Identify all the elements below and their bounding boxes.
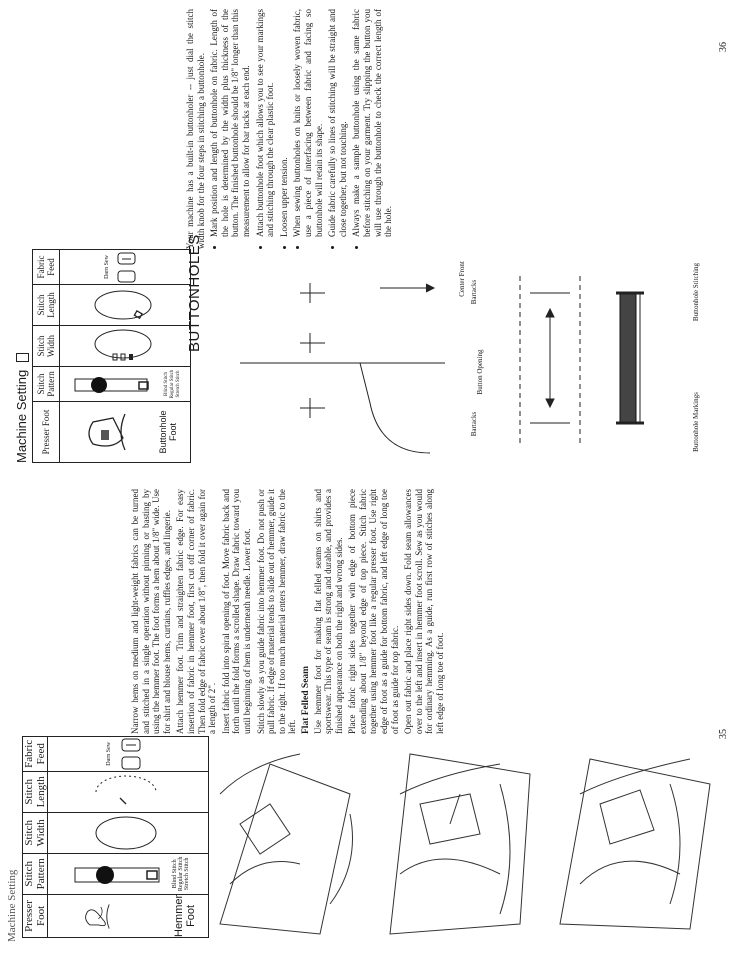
pattern-label-stretch: Stretch Stitch [175,370,181,398]
hemmer-paragraph-2: Attach hemmer foot. Trim and straighten fabric edge. For easy insertion of fabric in hemmer foot, first cut off corner of fabric. Then fold edge of fabric over about 1/8", then fold it over again for a length of 2". [175,489,218,734]
buttonhole-bullet-list [209,9,394,249]
machine-setting-text: Machine Setting [14,369,29,463]
presser-foot-name: Hemmer Foot [173,894,197,937]
cell-presser-foot [60,402,191,463]
flat-felled-paragraph-1: Use hemmer foot for making flat felled seams on shirts and sportswear. This type of seam is strong and durable, and provides a finished appearance on both the right and wrong sides. [312,489,344,734]
page-top-partial-label: Machine Setting [6,869,18,942]
feed-dog-icon [113,250,141,284]
label-buttonhole-markings: Buttonhole Markings [692,392,700,452]
cell-stitch-width [60,326,191,367]
page-number-36: 36 [718,42,729,52]
bullet-item: • Attach buttonhole foot which allows you to see your markings and stitching through the clear plastic foot. [255,9,276,237]
flat-felled-seam-heading: Flat Felled Seam [300,665,311,734]
header-fabric-feed: Fabric Feed [23,736,48,771]
cell-stitch-length [60,285,191,326]
label-buttonhole-stitching: Buttonhole Stitching [692,262,700,322]
feed-label-darn: Darn [105,753,112,766]
stitch-length-dial-icon [83,285,163,325]
bullet-item: • When sewing buttonholes on knits or loosely woven fabric, use a piece of interfacing between fabric and facing so buttonhole will retain its shape. [292,9,324,237]
pattern-label-regular: Regular Stitch [169,369,175,399]
cell-fabric-feed [60,250,191,285]
header-stitch-length: Stitch Length [23,771,48,812]
hemmer-paragraph-4: Stitch slowly as you guide fabric into hemmer foot. Do not push or pull fabric. If edge of material tends to slide out of hemmer, guide it to the right. If too much material enters hemmer, draw fabric to the left. [255,489,298,734]
stitch-width-dial-icon [83,326,163,366]
header-fabric-feed: Fabric Feed [33,250,60,285]
pattern-label-blind: Blind Stitch [163,371,169,397]
bullet-item: • Loosen upper tension. [279,9,290,237]
cell-stitch-width [48,812,209,853]
cell-presser-foot [48,894,209,937]
buttonhole-stitching-diagram [490,263,690,463]
feed-label-darn: Darn [104,266,110,279]
feed-label-sew: Sew [104,255,110,266]
stitch-width-dial-icon [86,813,166,853]
hemmer-text-column [130,489,449,734]
hemmer-foot-icon [48,895,168,937]
manual-page-35 [0,479,738,954]
feed-label-sew: Sew [105,741,112,753]
machine-setting-table-buttonhole [32,249,191,463]
buttonhole-symbol-icon [16,353,29,362]
header-presser-foot: Presser Foot [23,894,48,937]
buttonhole-foot-icon [73,402,153,462]
label-center-front: Center Front [458,261,466,297]
buttonhole-text-column [185,9,397,249]
header-stitch-width: Stitch Width [33,326,60,367]
pattern-label-regular: Regular Stitch [177,856,184,892]
buttonhole-placement-diagram [230,263,460,463]
label-button-opening: Button Opening [476,349,484,395]
machine-setting-label [14,353,29,463]
page-number-35: 35 [718,729,729,739]
header-presser-foot: Presser Foot [33,402,60,463]
header-stitch-length: Stitch Length [33,285,60,326]
hemmer-foot-illustrations [200,739,720,944]
bullet-item: • Guide fabric carefully so lines of stitching will be straight and close together, but not touching. [327,9,348,237]
header-stitch-pattern: Stitch Pattern [33,367,60,402]
cell-fabric-feed [48,736,209,771]
stitch-length-dial-icon [86,772,166,812]
feed-dog-icon [116,737,146,771]
bullet-item: • Always make a sample buttonhole using the same fabric before stitching on your garment. Try slipping the button you will use through the buttonhole to check the correct length of the hole. [351,9,393,237]
cell-stitch-pattern [60,367,191,402]
page-title: BUTTONHOLES [186,234,203,352]
pattern-label-blind: Blind Stitch [171,859,178,889]
stitch-pattern-dial-icon [67,854,167,894]
flat-felled-paragraph-2: Place fabric right sides together with edge of bottom piece extending about 1/8" beyond edge of top piece. Stitch fabric together using hemmer foot like a regular presser foot. Use right edge of foot as a guide for bottom fabric, and left edge of long toe of foot as guide for top fabric. [347,489,400,734]
stitch-pattern-dial-icon [69,367,159,401]
buttonhole-intro: Your machine has a built-in buttonholer -- just dial the stitch width knob for the four steps in stitching a buttonhole. [185,9,206,249]
machine-setting-table-hemmer [22,736,209,938]
presser-foot-name: Buttonhole Foot [157,410,178,454]
cell-stitch-length [48,771,209,812]
label-bartacks-bottom: Bartacks [470,279,478,305]
label-bartacks-top: Bartacks [470,411,478,437]
flat-felled-paragraph-3: Open out fabric and place right sides down. Fold seam allowances over to the left and insert in hemmer foot scroll. Sew as you would for ordinary hemming. As a guide, run first row of stitches along left edge of long toe of foot. [403,489,446,734]
header-stitch-pattern: Stitch Pattern [23,853,48,894]
hemmer-paragraph-1: Narrow hems on medium and light-weight fabrics can be turned and stitched in a single operation without pinning or basting by using the hemmer foot. The foot forms a hem about 1/8" wide. Use for shirt and blouse hems, curtains, ruffles edges, and lingerie. [130,489,172,734]
bullet-item: • Mark position and length of buttonhole on fabric. Length of the hole is determined by the width plus thickness of the button. The finished buttonhole should be 1/8" longer than this measurement to allow for bar tacks at each end. [209,9,251,237]
cell-stitch-pattern [48,853,209,894]
hemmer-paragraph-3: Insert fabric fold into spiral opening of foot. Move fabric back and forth until the fold forms a scrolled shape. Draw fabric toward you until beginning of hem is underneath needle. Lower foot. [220,489,252,734]
header-stitch-width: Stitch Width [23,812,48,853]
pattern-label-stretch: Stretch Stitch [183,857,190,891]
